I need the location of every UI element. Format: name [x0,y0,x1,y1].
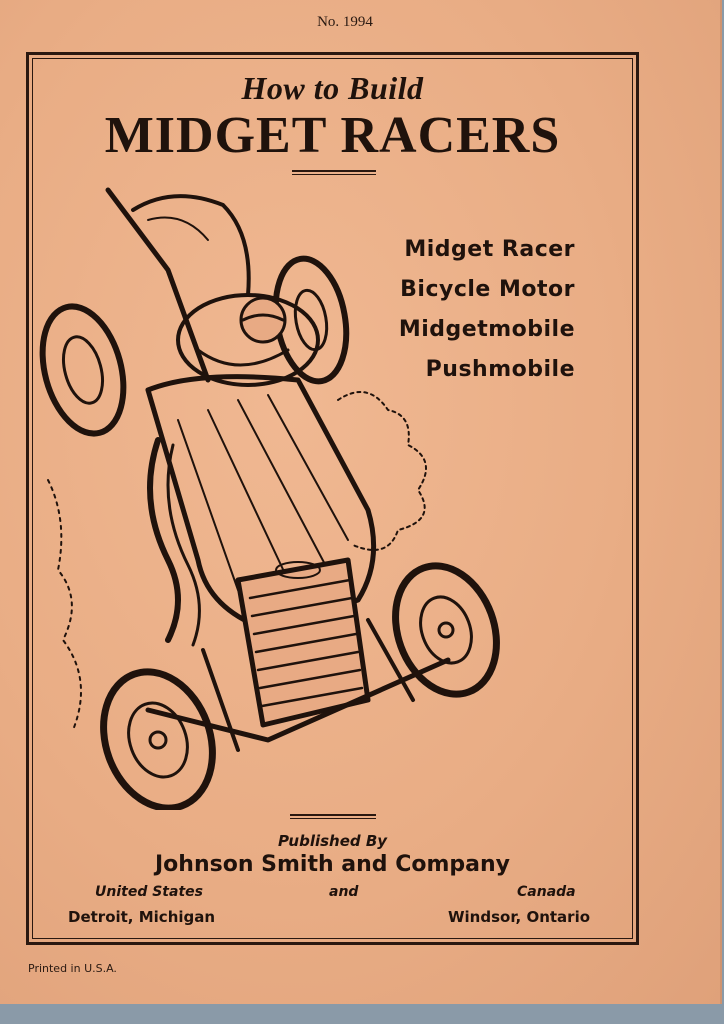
catalog-number: No. 1994 [317,14,373,30]
printed-in-label: Printed in U.S.A. [28,962,117,975]
published-by-label: Published By [277,832,388,850]
country-right: Canada [517,884,576,900]
country-left: United States [95,884,203,900]
main-title: MIDGET RACERS [104,107,561,164]
publisher-divider [290,814,376,816]
contents-item: Midgetmobile [398,317,575,342]
title-divider [292,170,376,172]
city-left: Detroit, Michigan [68,908,216,926]
city-right: Windsor, Ontario [448,908,591,926]
midget-racer-car-illustration [38,180,508,810]
publisher-name: Johnson Smith and Company [155,852,510,877]
and-label: and [329,884,359,900]
contents-item: Midget Racer [404,237,575,262]
contents-item: Bicycle Motor [400,277,575,302]
title-prefix: How to Build [241,70,424,106]
contents-item: Pushmobile [425,357,575,382]
